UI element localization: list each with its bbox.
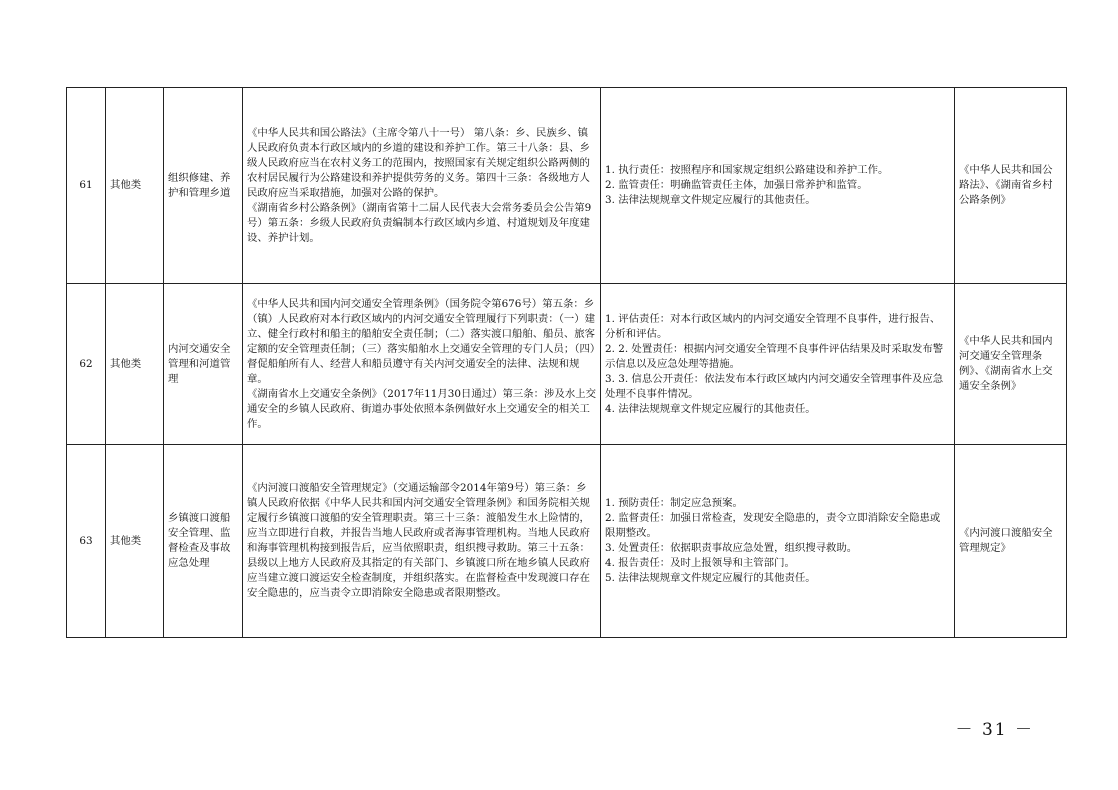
responsibility-item: 2. 监督责任：加强日常检查，发现安全隐患的，责令立即消除安全隐患或限期整改。 (605, 512, 941, 539)
responsibility-item: 3. 处置责任：依据职责事故应急处置，组织搜寻救助。 (605, 542, 858, 554)
row-category: 其他类 (106, 445, 164, 638)
basis-paragraph: 《湖南省乡村公路条例》（湖南省第十二届人民代表大会常务委员会公告第9号）第五条：乡级人民政府负责编制本行政区域内乡道、村道规划及年度建设、养护计划。 (247, 201, 592, 244)
row-number: 61 (67, 88, 106, 284)
responsibility-item: 4. 法律法规规章文件规定应履行的其他责任。 (605, 402, 816, 415)
basis-paragraph: 《中华人民共和国公路法》（主席令第八十一号） 第八条：乡、民族乡、镇人民政府负责本行政区域内的乡道的建设和养护工作。第三十八条：县、乡级人民政府应当在农村义务工的范围内，按照国家有关规定组织公路两侧的农村居民履行为公路建设和养护提供劳务的义务。第四十三条：各级地方人民政府应当采取措施，加强对公路的保护。 (247, 126, 590, 199)
page-number: － 31 － (955, 720, 1034, 740)
row-item-name: 乡镇渡口渡船安全管理、监督检查及事故应急处理 (164, 445, 243, 638)
basis-paragraph: 《湖南省水上交通安全条例》（2017年11月30日通过）第三条：涉及水上交通安全的乡镇人民政府、街道办事处依照本条例做好水上交通安全的相关工作。 (247, 387, 597, 430)
basis-paragraph: 《中华人民共和国内河交通安全管理条例》（国务院令第676号）第五条：乡（镇）人民政府对本行政区域内的内河交通安全管理履行下列职责：（一）建立、健全行政村和船主的船舶安全责任制；（二）落实渡口船舶、船员、旅客定额的安全管理责任制；（三）落实船舶水上交通安全管理的专门人员；（四）督促船舶所有人、经营人和船员遵守有关内河交通安全的法律、法规和规章。 (247, 297, 596, 385)
row-source: 《中华人民共和国内河交通安全管理条例》、《湖南省水上交通安全条例》 (955, 284, 1067, 445)
row-source: 《中华人民共和国公路法》、《湖南省乡村公路条例》 (955, 88, 1067, 284)
row-responsibilities (601, 284, 955, 445)
responsibility-item: 2. 监管责任：明确监管责任主体，加强日常养护和监管。 (605, 179, 868, 191)
row-category: 其他类 (106, 284, 164, 445)
row-number: 62 (67, 284, 106, 445)
row-source: 《内河渡口渡船安全管理规定》 (955, 445, 1067, 638)
basis-paragraph: 《内河渡口渡船安全管理规定》（交通运输部令2014年第9号）第三条：乡镇人民政府依据《中华人民共和国内河交通安全管理条例》和国务院相关规定履行乡镇渡口渡船的安全管理职责。第三十三条：渡船发生水上险情的，应当立即进行自救，并报告当地人民政府或者海事管理机构。当地人民政府和海事管理机构接到报告后，应当依照职责，组织搜寻救助。第三十五条：县级以上地方人民政府及其指定的有关部门、乡镇渡口所在地乡镇人民政府应当建立渡口渡运安全检查制度，并组织落实。在监督检查中发现渡口存在安全隐患的，应当责令立即消除安全隐患或者限期整改。 (247, 482, 590, 599)
responsibility-item: 1. 评估责任：对本行政区域内的内河交通安全管理不良事件，进行报告、分析和评估。 (605, 312, 941, 340)
duty-table (66, 87, 1067, 638)
responsibility-item: 4. 报告责任：及时上报领导和主管部门。 (605, 557, 795, 569)
responsibility-item: 2. 2. 处置责任：根据内河交通安全管理不良事件评估结果及时采取发布警示信息以及应急处理等措施。 (605, 342, 944, 370)
table-row (67, 284, 1067, 445)
row-responsibilities (601, 445, 955, 638)
responsibility-item: 1. 执行责任：按照程序和国家规定组织公路建设和养护工作。 (605, 164, 889, 176)
row-item-name: 组织修建、养护和管理乡道 (164, 88, 243, 284)
table-row (67, 445, 1067, 638)
row-legal-basis (243, 88, 601, 284)
row-item-name: 内河交通安全管理和河道管理 (164, 284, 243, 445)
responsibility-item: 1. 预防责任：制定应急预案。 (605, 497, 743, 509)
responsibility-item: 3. 3. 信息公开责任：依法发布本行政区域内内河交通安全管理事件及应急处理不良事件情况。 (605, 372, 944, 400)
row-legal-basis (243, 284, 601, 445)
row-number: 63 (67, 445, 106, 638)
responsibility-item: 3. 法律法规规章文件规定应履行的其他责任。 (605, 194, 816, 206)
row-category: 其他类 (106, 88, 164, 284)
table-row (67, 88, 1067, 284)
row-responsibilities (601, 88, 955, 284)
row-legal-basis (243, 445, 601, 638)
responsibility-item: 5. 法律法规规章文件规定应履行的其他责任。 (605, 572, 816, 584)
